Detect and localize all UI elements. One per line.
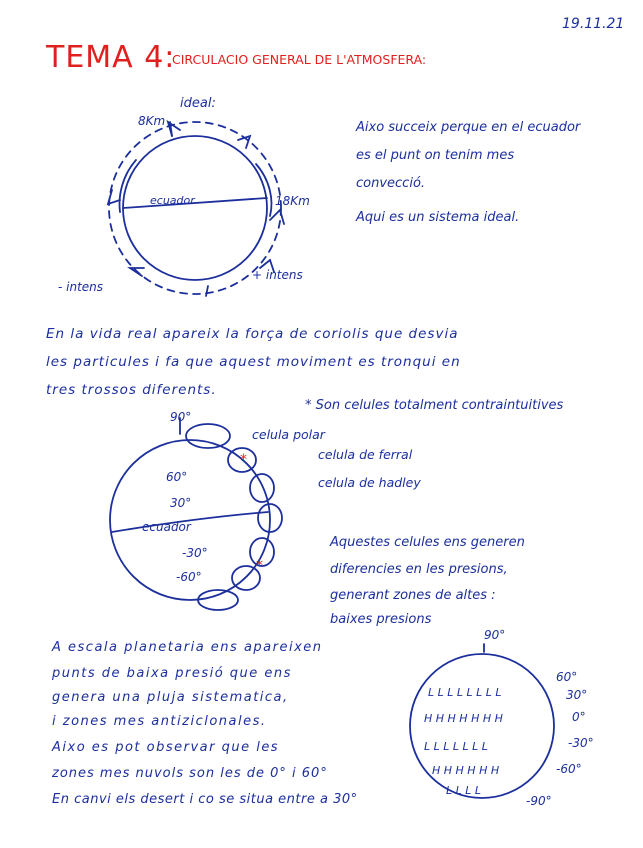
ferrel-star-south: * <box>256 558 263 574</box>
note1-line2: es el punt on tenim mes <box>356 148 515 163</box>
belt-low-0: L L L L L L L <box>424 740 488 753</box>
note2-line3: generant zones de altes : <box>330 588 496 603</box>
d3-label-m90: -90° <box>526 794 552 808</box>
note2-line4: baixes presions <box>330 612 432 627</box>
paragraph2-line7: En canvi els desert i co se situa entre a 30° <box>52 792 358 807</box>
polar-cell <box>186 424 230 448</box>
paragraph2-line5: Aixo es pot observar que les <box>52 740 280 755</box>
label-more-intense: + intens <box>252 268 303 282</box>
earth-circle <box>123 136 267 280</box>
pressure-belts-diagram <box>400 640 570 810</box>
cell-ferrel-label: celula de ferral <box>318 447 413 462</box>
paragraph1-line1: En la vida real apareix la força de coriolis que desvia <box>46 326 459 342</box>
d2-label-30: 30° <box>170 496 192 510</box>
d3-label-90: 90° <box>484 628 506 642</box>
cell-hadley-label: celula de hadley <box>318 475 421 490</box>
note1-line1: Aixo succeix perque en el ecuador <box>356 120 581 135</box>
polar-cell-south <box>198 590 238 610</box>
paragraph2-line1: A escala planetaria ens apareixen <box>52 640 323 655</box>
paragraph2-line3: genera una pluja sistematica, <box>52 690 289 705</box>
d3-label-m30: -30° <box>568 736 594 750</box>
label-18km: 18Km <box>275 194 310 208</box>
label-8km: 8Km <box>138 114 166 128</box>
label-ideal: ideal: <box>180 96 216 111</box>
d3-label-0: 0° <box>572 710 586 724</box>
d2-label-equator: ecuador <box>142 520 191 534</box>
cell-polar-label: celula polar <box>252 427 325 442</box>
d2-label-90: 90° <box>170 410 192 424</box>
belt-low-60: L L L L L L L L <box>428 686 502 699</box>
d2-label-m30: -30° <box>182 546 208 560</box>
three-cell-diagram <box>100 420 300 620</box>
d3-label-m60: -60° <box>556 762 582 776</box>
belt-high-m30: H H H H H H <box>432 764 500 777</box>
note2-line1: Aquestes celules ens generen <box>330 535 525 550</box>
ferrel-star-north: * <box>240 452 247 468</box>
paragraph2-line2: punts de baixa presió que ens <box>52 666 292 681</box>
d2-label-60: 60° <box>166 470 188 484</box>
equator-line <box>123 198 267 208</box>
date: 19.11.21 <box>562 16 625 32</box>
title-rest: CIRCULACIO GENERAL DE L'ATMOSFERA: <box>172 52 427 67</box>
note1-line3: convecció. <box>356 176 426 191</box>
paragraph2-line4: i zones mes antiziclonales. <box>52 714 267 729</box>
d2-label-m60: -60° <box>176 570 202 584</box>
d3-label-30: 30° <box>566 688 588 702</box>
belt-low-m60: L L L L <box>446 784 482 797</box>
d3-label-60: 60° <box>556 670 578 684</box>
note2-line2: diferencies en les presions, <box>330 562 508 577</box>
paragraph2-line6: zones mes nuvols son les de 0° i 60° <box>52 766 328 781</box>
label-equator-1: ecuador <box>150 194 195 207</box>
cells-note: * Son celules totalment contraintuitives <box>305 398 564 413</box>
note1-line4: Aqui es un sistema ideal. <box>356 210 520 225</box>
label-less-intense: - intens <box>58 280 104 294</box>
paragraph1-line2: les particules i fa que aquest moviment es tronqui en <box>46 354 461 370</box>
hadley-cell-north-1 <box>250 474 274 502</box>
title-prefix: TEMA 4: <box>46 40 176 75</box>
belt-high-30: H H H H H H H <box>424 712 503 725</box>
paragraph1-line3: tres trossos diferents. <box>46 382 217 398</box>
